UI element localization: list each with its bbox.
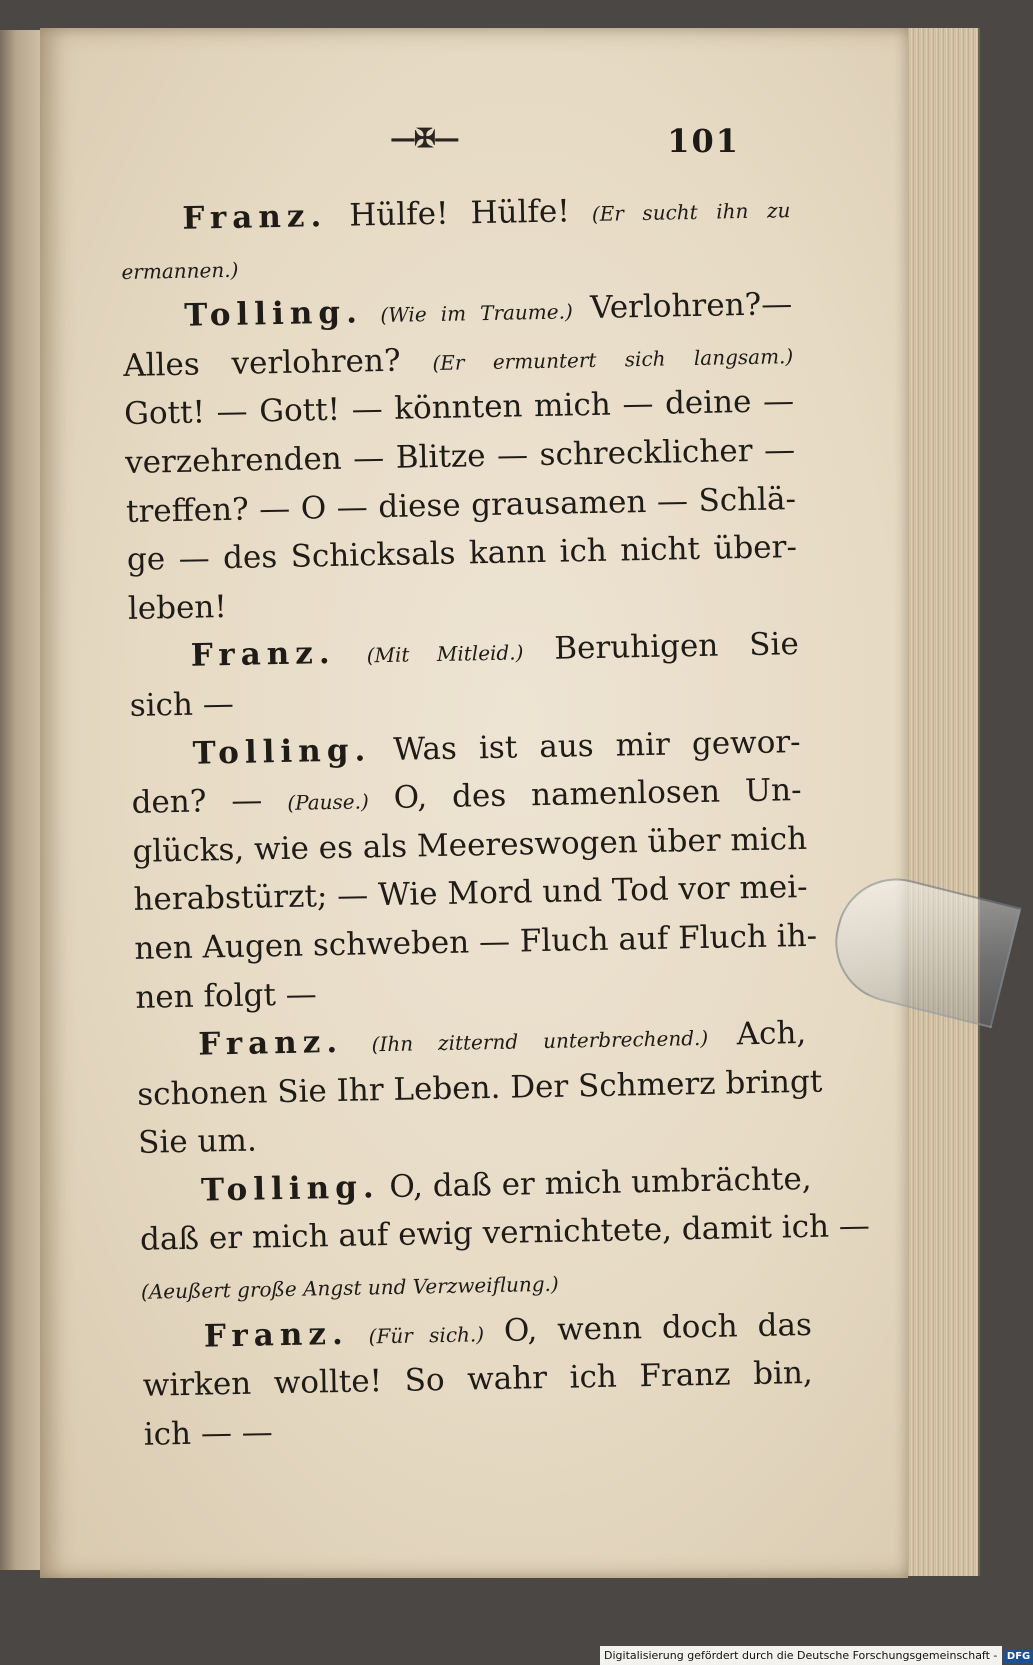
text-line: Tolling. (Wie im Traume.) Verlohren?— (183, 286, 793, 334)
stage-direction: (Für sich.) (368, 1321, 485, 1349)
speaker-name: Franz. (190, 635, 336, 675)
stage-direction: (Aeußert große Angst und Verzweiflung.) (140, 1271, 559, 1304)
dfg-logo: DFG (1004, 1650, 1033, 1664)
text-line: sich — (129, 685, 235, 724)
text-line: herabstürzt; — Wie Mord und Tod vor mei- (133, 869, 808, 919)
stage-direction: (Mit Mitleid.) (366, 640, 524, 668)
text-line: nen Augen schweben — Fluch auf Fluch ih- (134, 917, 818, 967)
text-line: den? — (Pause.) O, des namenlosen Un- (131, 772, 802, 822)
speaker-name: Franz. (197, 1023, 344, 1063)
text-line: leben! (127, 588, 228, 627)
speaker-name: Franz. (203, 1315, 350, 1355)
text-line: ge — des Schicksals kann ich nicht über- (126, 529, 798, 579)
text-line: daß er mich auf ewig vernichtete, damit ich — (139, 1208, 871, 1259)
digitization-credit (600, 1646, 1031, 1665)
text-line: Sie um. (137, 1122, 258, 1162)
page-body (120, 183, 871, 1459)
facing-page-edge (0, 30, 41, 1570)
text-line: Alles verlohren? (Er ermuntert sich langsam.) (122, 342, 794, 384)
speaker-name: Tolling. (183, 294, 364, 334)
stage-direction: (Wie im Traume.) (380, 299, 573, 328)
text-line: wirken wollte! So wahr ich Franz bin, (142, 1355, 814, 1405)
stage-direction: (Pause.) (287, 789, 370, 816)
speaker-name: Tolling. (192, 731, 372, 772)
text-line: Franz. Hülfe! Hülfe! (Er sucht ihn zu (182, 193, 791, 237)
page-number: 101 (667, 122, 740, 160)
page-stack-edges (900, 28, 980, 1576)
text-line: Franz. (Für sich.) O, wenn doch das (203, 1306, 813, 1355)
text-line: Franz. (Ihn zitternd unterbrechend.) Ach, (197, 1015, 807, 1063)
stage-direction: (Er sucht ihn zu (591, 198, 791, 226)
header-ornament: —✠— (390, 124, 458, 154)
text-line: treffen? — O — diese grausamen — Schlä- (125, 480, 797, 530)
text-line: Gott! — Gott! — könnten mich — deine — (123, 383, 795, 433)
text-line: verzehrenden — Blitze — schrecklicher — (124, 432, 796, 481)
text-line: nen folgt — (135, 975, 318, 1016)
text-line: Tolling. Was ist aus mir gewor- (192, 723, 801, 772)
speaker-name: Franz. (182, 198, 328, 237)
page-header (110, 124, 740, 164)
credit-text: Digitalisierung gefördert durch die Deutsche Forschungsgemeinschaft - (604, 1649, 998, 1662)
text-line: Franz. (Mit Mitleid.) Beruhigen Sie (190, 626, 800, 675)
speaker-name: Tolling. (200, 1169, 380, 1209)
text-line: ich — — (143, 1414, 274, 1453)
stage-direction: (Ihn zitternd unterbrechend.) (371, 1025, 709, 1057)
stage-direction: ermannen.) (121, 257, 239, 284)
text-line: Tolling. O, daß er mich umbrächte, (200, 1160, 812, 1209)
text-line: schonen Sie Ihr Leben. Der Schmerz bringt (136, 1063, 823, 1113)
stage-direction: (Er ermuntert sich langsam.) (432, 343, 794, 375)
text-line: glücks, wie es als Meereswogen über mich (132, 820, 808, 870)
